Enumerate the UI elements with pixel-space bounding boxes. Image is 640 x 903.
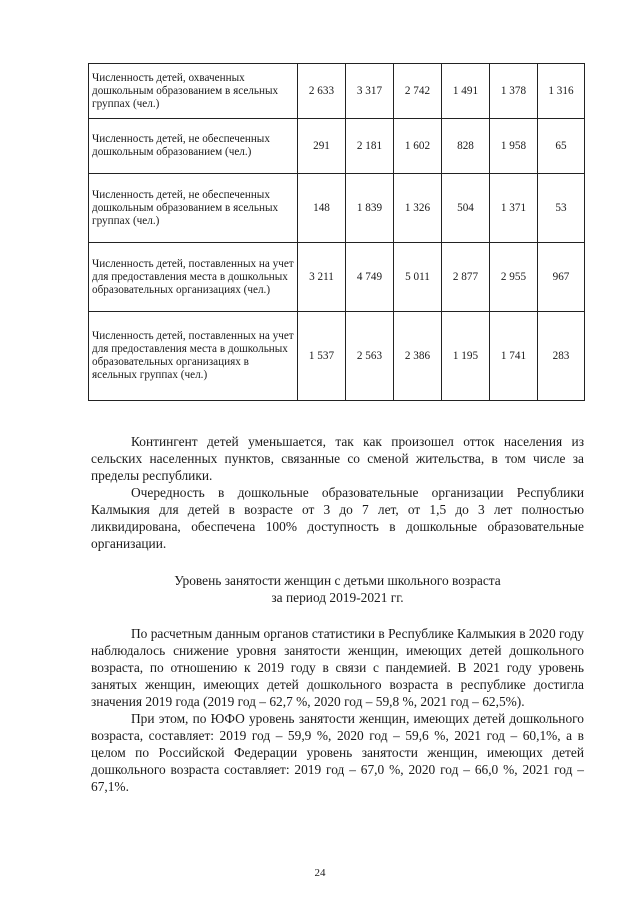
paragraph-federal: При этом, по ЮФО уровень занятости женщин, имеющих детей дошкольного возраста, составляет: 2019 год – 59,9 %, 2020 год – 59,6 %, 2021 год – 60,1%, а в целом по Российской Федерации уровень занятости женщин, имеющих детей дошкольного возраста составляет: 2019 год – 67,0 %, 2020 год – 66,0 %, 2021 год – 67,1%.: [91, 711, 584, 794]
table-cell: 2 742: [394, 64, 442, 119]
table-row: [89, 312, 585, 401]
table-cell: 1 741: [490, 312, 538, 401]
table-cell: 1 371: [490, 174, 538, 243]
row-label: Численность детей, не обеспеченных дошкольным образованием (чел.): [89, 119, 298, 174]
table-cell: 4 749: [346, 243, 394, 312]
table-row: [89, 174, 585, 243]
section-heading-line2: за период 2019-2021 гг.: [271, 590, 404, 605]
paragraph-queue: Очередность в дошкольные образовательные организации Республики Калмыкия для детей в возрасте от 3 до 7 лет, от 1,5 до 3 лет полностью ликвидирована, обеспечена 100% доступность в дошкольные образовательные организации.: [91, 485, 584, 551]
table-cell: 3 211: [298, 243, 346, 312]
table-cell: 1 378: [490, 64, 538, 119]
table-cell: 1 316: [538, 64, 585, 119]
table-cell: 291: [298, 119, 346, 174]
row-label: Численность детей, охваченных дошкольным образованием в ясельных группах (чел.): [89, 64, 298, 119]
table-cell: 65: [538, 119, 585, 174]
table-cell: 1 958: [490, 119, 538, 174]
table-row: [89, 64, 585, 119]
table-cell: 3 317: [346, 64, 394, 119]
table-cell: 1 195: [442, 312, 490, 401]
table-cell: 2 633: [298, 64, 346, 119]
text-block-contingent: [91, 433, 584, 552]
table-cell: 5 011: [394, 243, 442, 312]
table-cell: 283: [538, 312, 585, 401]
table-cell: 1 326: [394, 174, 442, 243]
table-cell: 1 491: [442, 64, 490, 119]
table-cell: 2 181: [346, 119, 394, 174]
table-cell: 1 537: [298, 312, 346, 401]
table-cell: 828: [442, 119, 490, 174]
page-number: 24: [314, 867, 326, 879]
paragraph-statistics: По расчетным данным органов статистики в Республике Калмыкия в 2020 году наблюдалось снижение уровня занятости женщин, имеющих детей дошкольного возраста, по отношению к 2019 году в связи с пандемией. В 2021 году уровень занятых женщин, имеющих детей дошкольного возраста в республике достигла значения 2019 года (2019 год – 62,7 %, 2020 год – 59,8 %, 2021 год – 62,5%).: [91, 626, 584, 709]
section-heading-line1: Уровень занятости женщин с детьми школьного возраста: [174, 573, 501, 588]
statistics-table: [88, 63, 585, 401]
table-cell: 504: [442, 174, 490, 243]
row-label: Численность детей, не обеспеченных дошкольным образованием в ясельных группах (чел.): [89, 174, 298, 243]
row-label: Численность детей, поставленных на учет для предоставления места в дошкольных образовательных организациях в ясельных группах (чел.): [89, 312, 298, 401]
table-cell: 2 386: [394, 312, 442, 401]
table-cell: 2 955: [490, 243, 538, 312]
row-label: Численность детей, поставленных на учет для предоставления места в дошкольных образовательных организациях (чел.): [89, 243, 298, 312]
table-row: [89, 119, 585, 174]
table-cell: 2 563: [346, 312, 394, 401]
paragraph-contingent: Контингент детей уменьшается, так как произошел отток населения из сельских населенных пунктов, связанные со сменой жительства, в том числе за пределы республики.: [91, 434, 584, 483]
table-cell: 1 839: [346, 174, 394, 243]
table-cell: 53: [538, 174, 585, 243]
section-heading: [91, 572, 584, 606]
text-block-employment: [91, 625, 584, 795]
table-cell: 2 877: [442, 243, 490, 312]
table-cell: 148: [298, 174, 346, 243]
table-row: [89, 243, 585, 312]
table-cell: 1 602: [394, 119, 442, 174]
table-cell: 967: [538, 243, 585, 312]
